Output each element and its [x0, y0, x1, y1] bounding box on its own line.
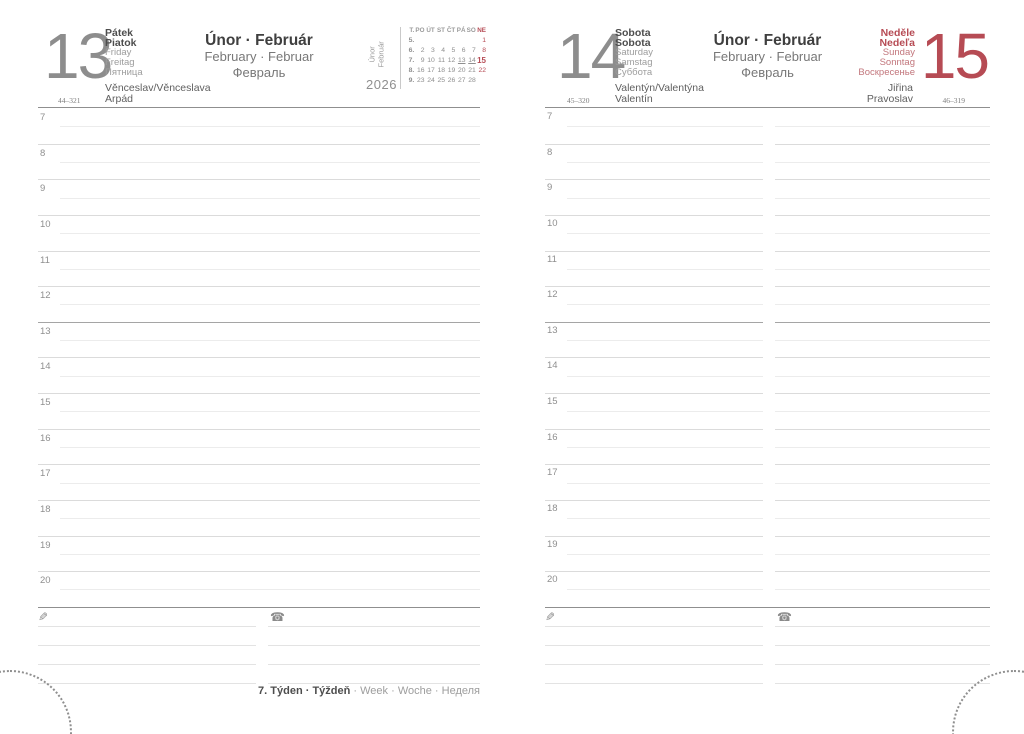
hour-grid	[545, 108, 990, 607]
calendar-day: 13	[457, 57, 466, 64]
hour-label: 11	[40, 254, 50, 266]
notes-line	[775, 627, 990, 646]
calendar-week-number: 5.	[408, 37, 415, 44]
half-hour-line	[775, 411, 990, 412]
day-name-cs: Sobota	[615, 27, 651, 39]
notes-line	[38, 665, 256, 684]
hour-label: 10	[40, 218, 51, 230]
hour-row-12	[545, 286, 990, 322]
hour-row-16	[38, 429, 480, 465]
day-of-year-counter: 44–321	[58, 96, 81, 105]
sunday-name-de: Sonntag	[879, 57, 915, 68]
notes-section	[38, 607, 480, 684]
hour-label: 19	[40, 539, 51, 551]
half-hour-line	[60, 411, 480, 412]
sunday-column	[775, 322, 990, 358]
calendar-week-number: 9.	[408, 77, 415, 84]
half-hour-line	[60, 518, 480, 519]
saturday-column	[545, 536, 763, 572]
half-hour-line	[567, 340, 763, 341]
calendar-day: 10	[427, 57, 435, 64]
saturday-column	[545, 429, 763, 465]
calendar-day: 7	[471, 47, 476, 54]
hour-label: 14	[547, 360, 558, 372]
mini-calendar	[364, 25, 486, 92]
saturday-column	[545, 500, 763, 536]
half-hour-line	[60, 340, 480, 341]
calendar-day	[435, 36, 445, 46]
hour-label: 12	[547, 289, 558, 301]
name-days-saturday: Valentýn/Valentýna Valentín	[615, 82, 704, 105]
half-hour-line	[775, 162, 990, 163]
half-hour-line	[60, 483, 480, 484]
hour-row-9	[545, 179, 990, 215]
half-hour-line	[60, 269, 480, 270]
calendar-day: 20	[457, 67, 466, 74]
calendar-weekday-header: PO	[415, 27, 425, 34]
calendar-weekday-header: ÚT	[426, 27, 435, 34]
calendar-day: 22	[478, 67, 486, 74]
hour-row-10	[38, 215, 480, 251]
half-hour-line	[60, 304, 480, 305]
hour-label: 18	[40, 503, 51, 515]
hour-row-15	[38, 393, 480, 429]
hour-label: 17	[547, 467, 558, 479]
week-footer-bold: 7. Týden · Týždeň	[258, 685, 351, 697]
hour-row-11	[38, 251, 480, 287]
calendar-day	[466, 36, 476, 46]
half-hour-line	[60, 554, 480, 555]
week-footer-light: · Week · Woche · Неделя	[350, 685, 480, 697]
day-name-sk: Piatok	[105, 37, 137, 49]
calendar-day: 8	[482, 47, 486, 54]
day-name-ru: Пятница	[105, 67, 143, 78]
sunday-column	[775, 108, 990, 144]
notes-line	[545, 646, 763, 665]
calendar-day	[445, 36, 455, 46]
calendar-day: 18	[437, 67, 445, 74]
hour-label: 9	[547, 182, 553, 194]
calendar-day: 23	[416, 77, 425, 84]
phone-icon: ☎	[270, 610, 285, 624]
calendar-day: 14	[468, 57, 476, 64]
sunday-day-names	[858, 28, 915, 78]
half-hour-line	[567, 589, 763, 590]
notes-line	[268, 608, 480, 627]
half-hour-line	[60, 376, 480, 377]
calendar-weekday-header: T.	[409, 27, 415, 34]
month-subtitle-1: February · Februar	[712, 49, 823, 64]
notes-line	[38, 608, 256, 627]
notes-line	[775, 608, 990, 627]
month-subtitle-2: Февраль	[741, 65, 794, 80]
saturday-column	[545, 357, 763, 393]
sunday-column	[775, 215, 990, 251]
mini-calendar-divider	[400, 27, 401, 89]
saturday-column	[545, 108, 763, 144]
half-hour-line	[567, 518, 763, 519]
half-hour-line	[60, 198, 480, 199]
hour-row-13	[545, 322, 990, 358]
hour-label: 16	[547, 431, 558, 443]
sunday-name-en: Sunday	[882, 47, 915, 58]
half-hour-line	[567, 447, 763, 448]
hour-row-16	[545, 429, 990, 465]
hour-row-10	[545, 215, 990, 251]
calendar-day	[414, 36, 424, 46]
notes-line	[268, 646, 480, 665]
hour-label: 12	[40, 290, 51, 302]
hour-label: 7	[547, 111, 553, 122]
half-hour-line	[567, 233, 763, 234]
calendar-day: 9	[420, 57, 425, 64]
hour-label: 16	[40, 432, 51, 444]
day-name-en: Saturday	[615, 47, 654, 58]
hour-row-8	[38, 144, 480, 180]
half-hour-line	[775, 483, 990, 484]
day-number: 14	[557, 20, 625, 92]
sunday-name-ru: Воскресенье	[858, 67, 915, 78]
calendar-week-number: 6.	[408, 47, 415, 54]
notes-line	[545, 627, 763, 646]
calendar-day: 12	[447, 57, 456, 64]
day-name-cs: Pátek	[105, 27, 134, 39]
sunday-column	[775, 393, 990, 429]
calendar-weekday-header: NE	[477, 27, 486, 34]
calendar-day: 27	[457, 77, 466, 84]
hour-row-9	[38, 179, 480, 215]
sunday-column	[775, 144, 990, 180]
day-name-ru: Суббота	[615, 67, 653, 78]
calendar-week-number: 8.	[408, 67, 415, 74]
page-header	[38, 20, 486, 108]
half-hour-line	[775, 518, 990, 519]
half-hour-line	[567, 126, 763, 127]
half-hour-line	[567, 162, 763, 163]
hour-row-19	[545, 536, 990, 572]
month-subtitle-1: February · Februar	[204, 49, 314, 64]
page-saturday-14-sunday-15	[545, 22, 990, 734]
sunday-column	[775, 251, 990, 287]
sunday-name-cs: Neděle	[880, 27, 915, 39]
half-hour-line	[567, 304, 763, 305]
half-hour-line	[775, 269, 990, 270]
hour-row-18	[545, 500, 990, 536]
hour-label: 7	[40, 112, 46, 123]
hour-label: 8	[40, 147, 46, 159]
day-name-en: Friday	[105, 47, 132, 58]
hour-label: 17	[40, 468, 51, 480]
mini-calendar-grid	[404, 26, 486, 86]
notes-line	[775, 646, 990, 665]
month-title: Únor · Február	[713, 32, 822, 49]
mini-calendar-month-label: Únor Február	[367, 41, 386, 68]
calendar-day: 17	[427, 67, 435, 74]
hour-label: 11	[547, 253, 557, 265]
page-friday-13	[38, 20, 486, 734]
calendar-day	[476, 76, 486, 86]
hour-grid	[38, 108, 480, 607]
half-hour-line	[775, 304, 990, 305]
half-hour-line	[567, 411, 763, 412]
hour-label: 15	[40, 397, 51, 408]
calendar-day: 3	[430, 47, 435, 54]
calendar-day	[455, 36, 465, 46]
sunday-column	[775, 571, 990, 607]
calendar-day: 15	[477, 56, 486, 65]
saturday-column	[545, 464, 763, 500]
day-of-year-counter: 45–320	[567, 96, 590, 105]
notes-line	[38, 627, 256, 646]
half-hour-line	[60, 233, 480, 234]
hour-row-17	[38, 464, 480, 500]
half-hour-line	[567, 376, 763, 377]
calendar-weekday-header: ST	[436, 27, 445, 34]
calendar-weekday-header: PÁ	[456, 27, 466, 34]
sunday-column	[775, 500, 990, 536]
notes-column-left	[38, 608, 256, 684]
month-subtitle-2: Февраль	[232, 65, 286, 80]
half-hour-line	[775, 340, 990, 341]
half-hour-line	[60, 447, 480, 448]
hour-row-7	[38, 108, 480, 144]
saturday-column	[545, 393, 763, 429]
sunday-column	[775, 179, 990, 215]
hour-row-15	[545, 393, 990, 429]
hour-row-14	[38, 357, 480, 393]
name-days: Věnceslav/Věnceslava Arpád	[105, 82, 211, 105]
calendar-day: 5	[451, 47, 456, 54]
calendar-day: 6	[461, 47, 466, 54]
half-hour-line	[567, 198, 763, 199]
month-title: Únor · Február	[205, 32, 313, 49]
day-number: 13	[44, 20, 112, 92]
notes-line	[775, 665, 990, 684]
hour-row-12	[38, 286, 480, 322]
half-hour-line	[775, 589, 990, 590]
saturday-column	[545, 571, 763, 607]
half-hour-line	[60, 589, 480, 590]
saturday-column	[545, 144, 763, 180]
calendar-weekday-header: SO	[466, 27, 476, 34]
day-name-de: Freitag	[105, 57, 135, 68]
hour-row-18	[38, 500, 480, 536]
hour-label: 10	[547, 217, 558, 229]
hour-label: 18	[547, 502, 558, 514]
hour-label: 20	[40, 575, 51, 587]
half-hour-line	[60, 162, 480, 163]
calendar-day: 24	[427, 77, 435, 84]
day-name-sk: Sobota	[615, 37, 651, 49]
hour-label: 20	[547, 574, 558, 586]
calendar-day: 25	[437, 77, 445, 84]
sunday-column	[775, 536, 990, 572]
hour-row-20	[38, 571, 480, 607]
hour-row-20	[545, 571, 990, 607]
notes-line	[268, 665, 480, 684]
half-hour-line	[775, 233, 990, 234]
name-days-sunday: Jiřina Pravoslav	[866, 82, 913, 105]
notes-column-left	[545, 608, 763, 684]
hour-label: 15	[547, 396, 558, 407]
hour-label: 14	[40, 361, 51, 373]
hour-label: 19	[547, 538, 558, 550]
hour-label: 8	[547, 146, 553, 158]
hour-row-8	[545, 144, 990, 180]
half-hour-line	[567, 269, 763, 270]
half-hour-line	[60, 126, 480, 127]
hour-row-17	[545, 464, 990, 500]
page-header	[545, 22, 990, 108]
sunday-day-number: 15	[920, 20, 988, 92]
pencil-icon: ✎	[545, 610, 556, 624]
half-hour-line	[775, 126, 990, 127]
calendar-day	[425, 36, 435, 46]
half-hour-line	[775, 554, 990, 555]
calendar-day: 19	[447, 67, 456, 74]
half-hour-line	[775, 198, 990, 199]
day-name-de: Samstag	[615, 57, 653, 68]
notes-line	[545, 608, 763, 627]
calendar-weekday-header: ČT	[446, 27, 456, 34]
calendar-day: 26	[447, 77, 456, 84]
hour-row-7	[545, 108, 990, 144]
sunday-column	[775, 429, 990, 465]
sunday-column	[775, 357, 990, 393]
hour-label: 9	[40, 183, 46, 195]
sunday-column	[775, 464, 990, 500]
calendar-day: 16	[416, 67, 425, 74]
calendar-day: 4	[441, 47, 445, 54]
year-label: 2026	[366, 77, 397, 92]
saturday-column	[545, 215, 763, 251]
day-of-year-counter-sunday: 46–319	[942, 96, 965, 105]
hour-row-13	[38, 322, 480, 358]
week-footer	[258, 685, 480, 697]
saturday-column	[545, 179, 763, 215]
saturday-column	[545, 322, 763, 358]
sunday-column	[775, 286, 990, 322]
notes-section	[545, 607, 990, 684]
calendar-week-number: 7.	[408, 57, 415, 64]
notes-column-right	[268, 608, 480, 684]
sunday-name-sk: Nedeľa	[879, 37, 915, 49]
notes-column-right	[775, 608, 990, 684]
half-hour-line	[567, 554, 763, 555]
notes-line	[38, 646, 256, 665]
phone-icon: ☎	[777, 610, 792, 624]
pencil-icon: ✎	[38, 610, 49, 624]
half-hour-line	[775, 376, 990, 377]
notes-line	[268, 627, 480, 646]
hour-row-19	[38, 536, 480, 572]
hour-row-14	[545, 357, 990, 393]
calendar-day: 11	[437, 57, 445, 64]
saturday-column	[545, 251, 763, 287]
calendar-day: 1	[482, 37, 486, 44]
calendar-day: 2	[420, 47, 425, 54]
half-hour-line	[775, 447, 990, 448]
hour-label: 13	[40, 325, 51, 337]
hour-row-11	[545, 251, 990, 287]
saturday-column	[545, 286, 763, 322]
hour-label: 13	[547, 324, 558, 336]
calendar-day: 21	[468, 67, 476, 74]
calendar-day: 28	[468, 77, 476, 84]
notes-line	[545, 665, 763, 684]
half-hour-line	[567, 483, 763, 484]
